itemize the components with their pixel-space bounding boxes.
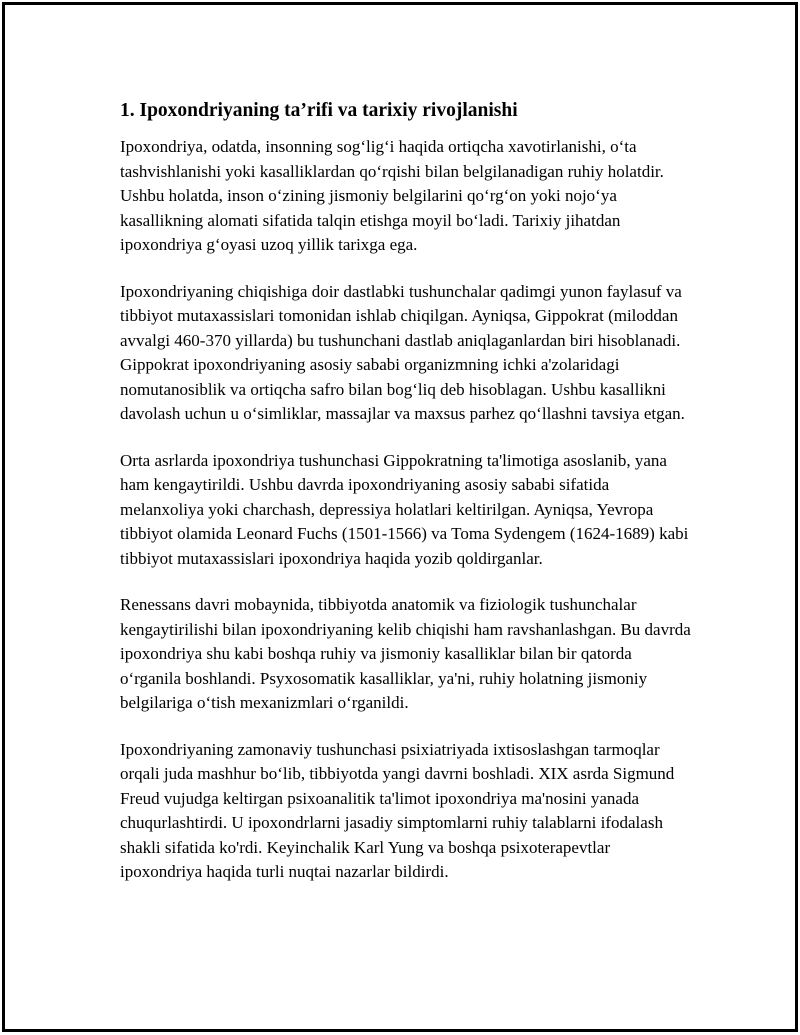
document-body — [120, 97, 695, 907]
paragraph-definition: Ipoxondriya, odatda, insonning sogʻligʻi haqida ortiqcha xavotirlanishi, oʻta tashvishlanishi yoki kasalliklardan qoʻrqishi bilan belgilanadigan ruhiy holatdir. Ushbu holatda, inson oʻzining jismoniy belgilarini qoʻrgʻon yoki nojoʻya kasallikning alomati sifatida talqin etishga moyil boʻladi. Tarixiy jihatdan ipoxondriya gʻoyasi uzoq yillik tarixga ega. — [120, 137, 664, 254]
paragraph-renaissance: Renessans davri mobaynida, tibbiyotda anatomik va fiziologik tushunchalar kengaytirilishi bilan ipoxondriyaning kelib chiqishi ham ravshanlashgan. Bu davrda ipoxondriya shu kabi boshqa ruhiy va jismoniy kasalliklar bilan bir qatorda oʻrganila boshlandi. Psyxosomatik kasalliklar, ya'ni, ruhiy holatning jismoniy belgilariga oʻtish mexanizmlari oʻrganildi. — [120, 595, 691, 712]
page-frame — [2, 2, 798, 1032]
paragraph-modern-concept: Ipoxondriyaning zamonaviy tushunchasi psixiatriyada ixtisoslashgan tarmoqlar orqali juda mashhur boʻlib, tibbiyotda yangi davrni boshladi. XIX asrda Sigmund Freud vujudga keltirgan psixoanalitik ta'limot ipoxondriya ma'nosini yanada chuqurlashtirdi. U ipoxondrlarni jasadiy simptomlarni ruhiy talablarni ifodalash shakli sifatida ko'rdi. Keyinchalik Karl Yung va boshqa psixoterapevtlar ipoxondriya haqida turli nuqtai nazarlar bildirdi. — [120, 739, 675, 881]
paragraph-middle-ages: Orta asrlarda ipoxondriya tushunchasi Gippokratning ta'limotiga asoslanib, yana ham kengaytirildi. Ushbu davrda ipoxondriyaning asosiy sababi sifatida melanxoliya yoki charchash, depressiya holatlari keltirilgan. Ayniqsa, Yevropa tibbiyot olamida Leonard Fuchs (1501-1566) va Toma Sydengem (1624-1689) kabi tibbiyot mutaxassislari ipoxondriya haqida yozib qoldirganlar. — [120, 450, 689, 568]
paragraph-ancient-origins: Ipoxondriyaning chiqishiga doir dastlabki tushunchalar qadimgi yunon faylasuf va tibbiyot mutaxassislari tomonidan ishlab chiqilgan. Ayniqsa, Gippokrat (miloddan avvalgi 460-370 yillarda) bu tushunchani dastlab aniqlaganlardan biri hisoblanadi. Gippokrat ipoxondriyaning asosiy sababi organizmning ichki a'zolaridagi nomutanosiblik va ortiqcha safro bilan bogʻliq deb hisoblagan. Ushbu kasallikni davolash uchun u oʻsimliklar, massajlar va maxsus parhez qoʻllashni tavsiya etgan. — [120, 281, 685, 423]
section-heading: 1. Ipoxondriyaning ta’rifi va tarixiy rivojlanishi — [120, 100, 518, 121]
